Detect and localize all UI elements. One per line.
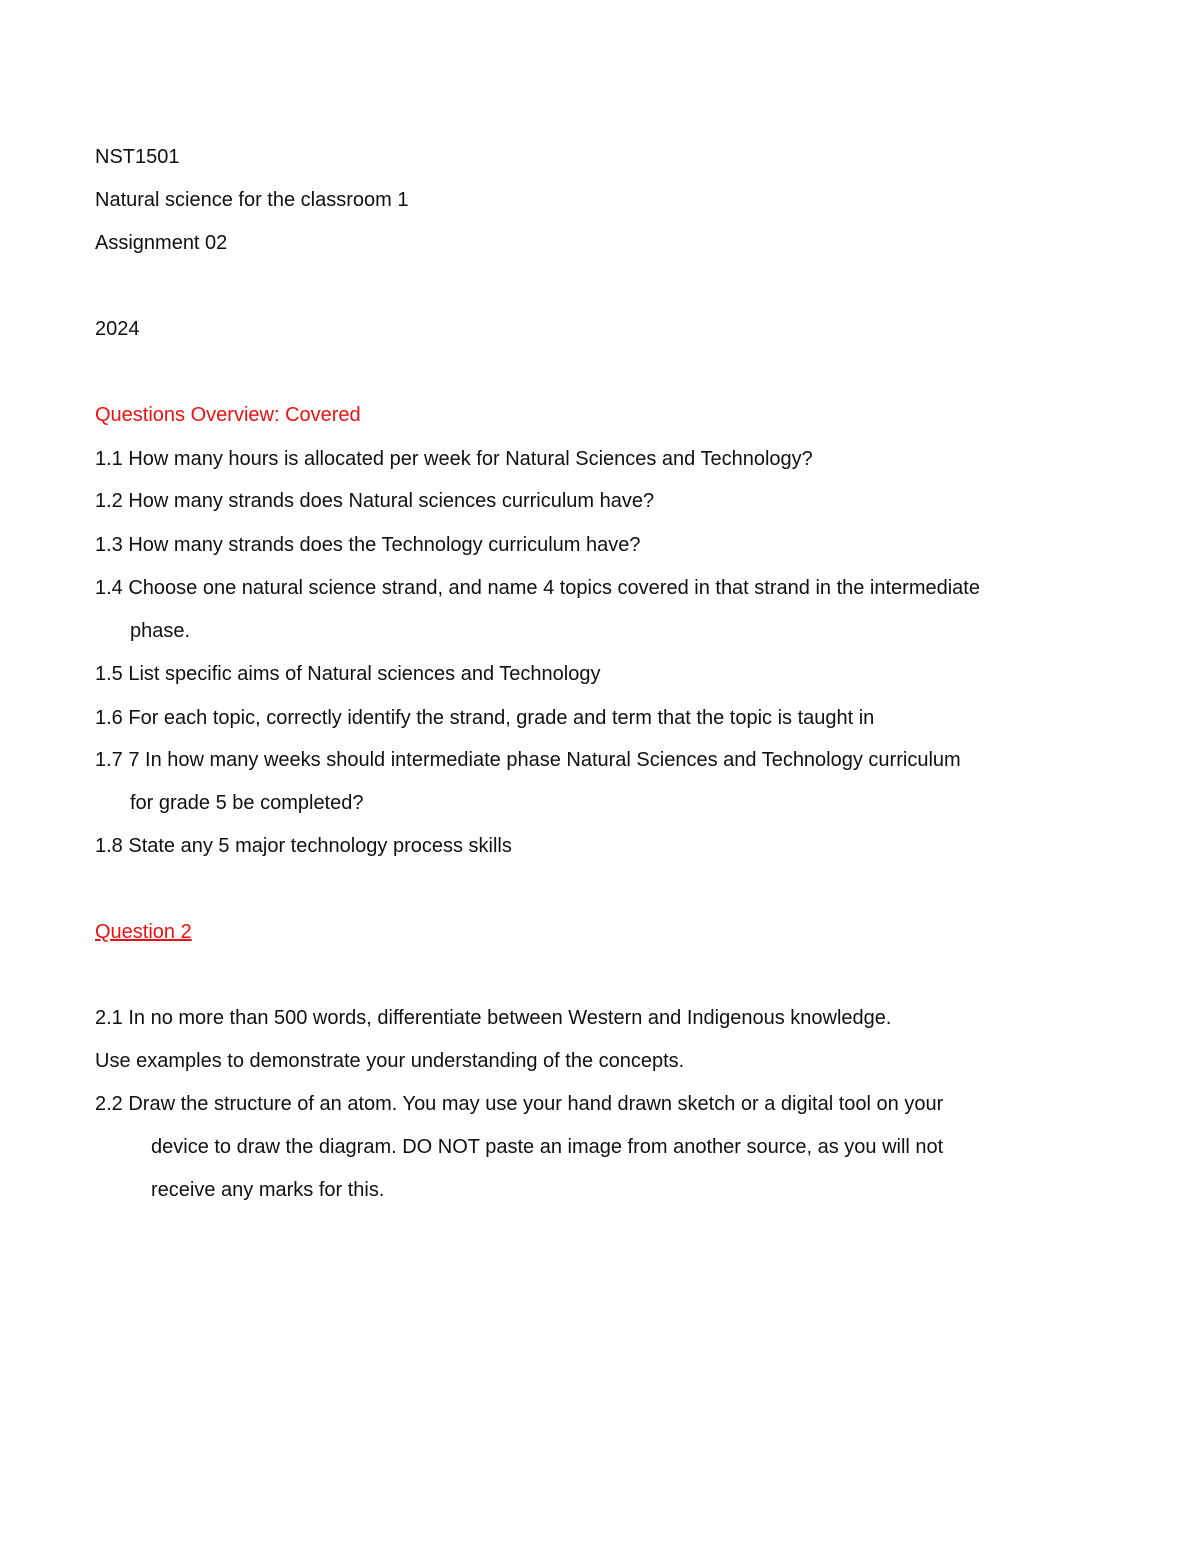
course-title: Natural science for the classroom 1 (95, 189, 409, 211)
question-2-1: 2.1 In no more than 500 words, differentiate between Western and Indigenous knowledge. (95, 1007, 892, 1029)
assignment-label: Assignment 02 (95, 232, 228, 254)
question-1-4-continued: phase. (130, 620, 191, 642)
question-1-8: 1.8 State any 5 major technology process skills (95, 835, 512, 857)
question-2-2-continued-1: device to draw the diagram. DO NOT paste an image from another source, as you will not (151, 1136, 944, 1158)
course-code: NST1501 (95, 146, 180, 168)
question-1-3: 1.3 How many strands does the Technology curriculum have? (95, 534, 641, 556)
question-1-5: 1.5 List specific aims of Natural sciences and Technology (95, 663, 601, 685)
question-2-2: 2.2 Draw the structure of an atom. You may use your hand drawn sketch or a digital tool on your (95, 1093, 944, 1115)
question-2-2-continued-2: receive any marks for this. (151, 1179, 385, 1201)
question-1-1: 1.1 How many hours is allocated per week for Natural Sciences and Technology? (95, 448, 813, 470)
question-1-2: 1.2 How many strands does Natural sciences curriculum have? (95, 490, 655, 512)
question-1-6: 1.6 For each topic, correctly identify the strand, grade and term that the topic is taught in (95, 707, 875, 729)
year: 2024 (95, 318, 140, 340)
question-1-7: 1.7 7 In how many weeks should intermediate phase Natural Sciences and Technology curriculum (95, 749, 961, 771)
question-1-4: 1.4 Choose one natural science strand, and name 4 topics covered in that strand in the intermediate (95, 577, 980, 599)
question-2-heading: Question 2 (95, 921, 192, 943)
question-2-1-continued: Use examples to demonstrate your understanding of the concepts. (95, 1050, 685, 1072)
questions-overview-heading: Questions Overview: Covered (95, 404, 361, 426)
question-1-7-continued: for grade 5 be completed? (130, 792, 364, 814)
